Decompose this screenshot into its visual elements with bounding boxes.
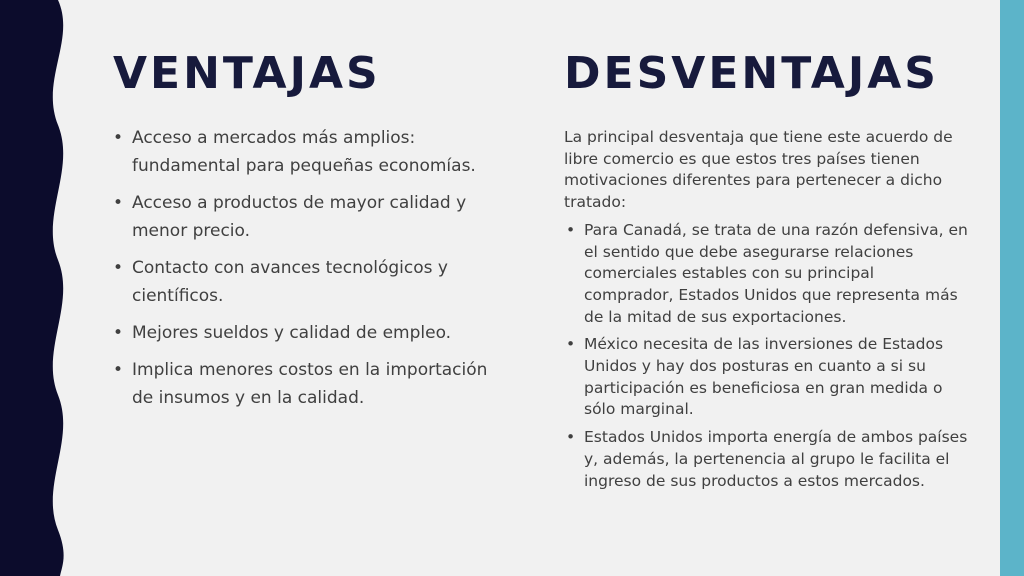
bullet-icon: • xyxy=(113,193,124,213)
list-item-text: Implica menores costos en la importación de insumos y en la calidad. xyxy=(132,360,488,408)
desventajas-list xyxy=(564,220,968,492)
bullet-icon: • xyxy=(113,128,124,148)
list-item xyxy=(564,220,968,329)
list-item xyxy=(564,334,968,421)
list-item xyxy=(110,124,502,180)
bullet-icon: • xyxy=(113,360,124,380)
bullet-icon: • xyxy=(566,335,576,354)
bullet-icon: • xyxy=(566,428,576,447)
left-wave-decoration xyxy=(0,0,80,576)
ventajas-column xyxy=(110,124,502,421)
right-accent-strip xyxy=(1000,0,1024,576)
desventajas-column xyxy=(564,127,968,498)
list-item-text: Estados Unidos importa energía de ambos países y, además, la pertenencia al grupo le facilita el ingreso de sus productos a estos mercados. xyxy=(584,428,968,490)
list-item-text: Contacto con avances tecnológicos y científicos. xyxy=(132,258,448,306)
list-item-text: Acceso a productos de mayor calidad y menor precio. xyxy=(132,193,467,241)
ventajas-title: VENTAJAS xyxy=(113,48,381,99)
list-item xyxy=(110,254,502,310)
bullet-icon: • xyxy=(566,220,576,239)
list-item xyxy=(564,427,968,492)
ventajas-list xyxy=(110,124,502,412)
bullet-icon: • xyxy=(113,323,124,343)
list-item xyxy=(110,319,502,347)
list-item-text: Mejores sueldos y calidad de empleo. xyxy=(132,323,452,343)
list-item-text: México necesita de las inversiones de Estados Unidos y hay dos posturas en cuanto a si su participación es beneficiosa en gran medida o sólo marginal. xyxy=(584,335,944,419)
list-item-text: Acceso a mercados más amplios: fundamental para pequeñas economías. xyxy=(132,128,476,176)
desventajas-intro: La principal desventaja que tiene este acuerdo de libre comercio es que estos tres países tienen motivaciones diferentes para pertenecer a dicho tratado: xyxy=(564,128,953,212)
list-item-text: Para Canadá, se trata de una razón defensiva, en el sentido que debe asegurarse relaciones comerciales estables con su principal comprador, Estados Unidos que representa más de la mitad de sus exportaciones. xyxy=(584,220,968,326)
bullet-icon: • xyxy=(113,258,124,278)
list-item xyxy=(110,189,502,245)
desventajas-title: DESVENTAJAS xyxy=(564,48,939,99)
list-item xyxy=(110,356,502,412)
